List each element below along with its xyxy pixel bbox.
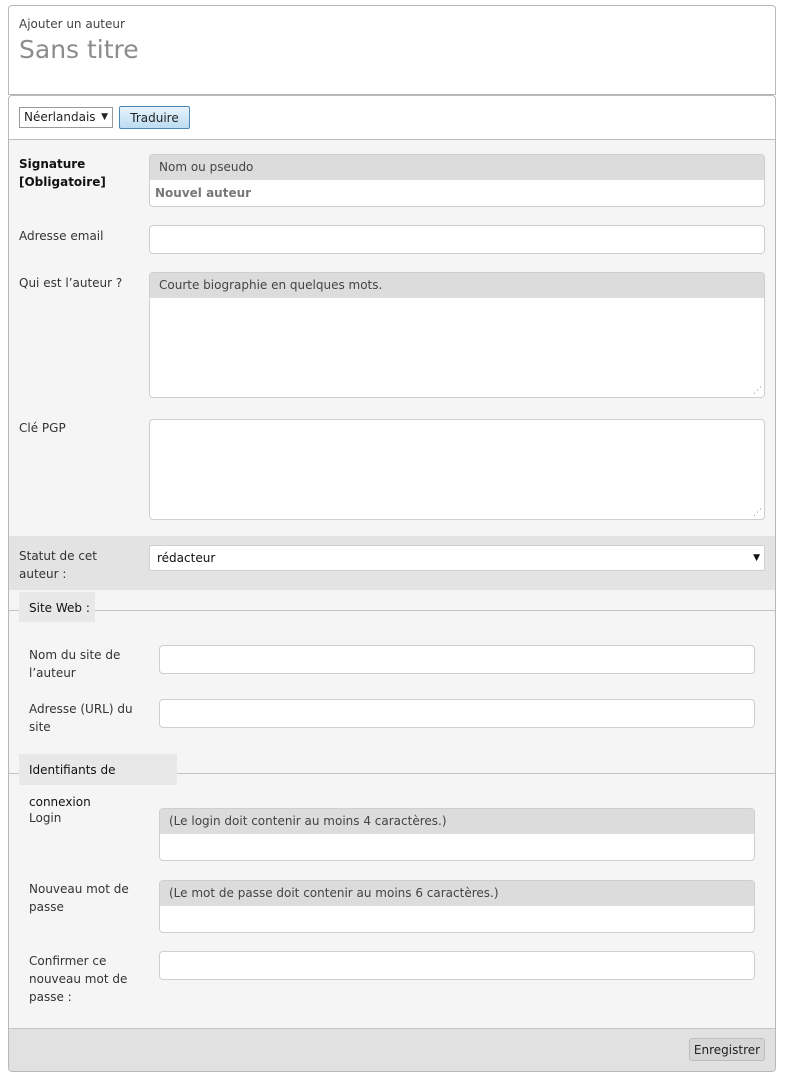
signature-placeholder: Nom ou pseudo [150,155,764,180]
page-title: Sans titre [19,35,139,64]
site-name-field[interactable] [159,645,755,674]
pgp-label: Clé PGP [19,421,66,435]
resize-handle-icon[interactable]: ⋰ [753,386,762,396]
confirm-password-label [29,952,127,1006]
login-field[interactable] [159,808,755,861]
bio-label: Qui est l’auteur ? [19,276,123,290]
fieldset-divider [9,610,775,611]
language-select[interactable] [19,107,113,128]
site-url-field[interactable] [159,699,755,728]
signature-label-line1: Signature [19,157,86,171]
save-button[interactable]: Enregistrer [689,1038,765,1061]
translate-button[interactable]: Traduire [119,106,190,129]
password-label [29,880,129,916]
chevron-down-icon: ▼ [101,112,108,122]
login-legend: Identifiants de connexion [19,754,177,785]
language-select-value: Néerlandais [24,110,96,124]
bio-textarea[interactable] [149,272,765,398]
status-select[interactable] [149,545,765,571]
site-name-label-line2: l’auteur [29,666,76,680]
password-field[interactable] [159,880,755,933]
author-form [8,95,776,1072]
form-footer [9,1028,775,1072]
status-label [19,547,97,583]
site-url-label-line1: Adresse (URL) du [29,702,133,716]
site-name-label-line1: Nom du site de [29,648,121,662]
page-header [8,5,776,95]
chevron-down-icon: ▼ [753,553,760,563]
site-url-label [29,700,133,736]
email-label: Adresse email [19,229,104,243]
signature-label-line2: [Obligatoire] [19,175,106,189]
password-label-line1: Nouveau mot de [29,882,129,896]
site-url-label-line2: site [29,720,51,734]
status-label-line2: auteur : [19,567,67,581]
language-bar [9,96,775,140]
page-subtitle: Ajouter un auteur [19,17,125,31]
pgp-textarea[interactable] [149,419,765,520]
login-label: Login [29,811,62,825]
website-legend: Site Web : [19,592,95,622]
email-field[interactable] [149,225,765,254]
signature-field[interactable] [149,154,765,207]
signature-value: Nouvel auteur [155,186,252,200]
resize-handle-icon[interactable]: ⋰ [753,508,762,518]
confirm-label-line2: nouveau mot de [29,972,128,986]
signature-label [19,155,106,191]
login-placeholder: (Le login doit contenir au moins 4 caractères.) [160,809,754,834]
site-name-label [29,646,120,682]
confirm-password-field[interactable] [159,951,755,980]
confirm-label-line3: passe : [29,990,72,1004]
status-label-line1: Statut de cet [19,549,98,563]
bio-placeholder: Courte biographie en quelques mots. [150,273,764,298]
password-label-line2: passe [29,900,64,914]
confirm-label-line1: Confirmer ce [29,954,107,968]
password-placeholder: (Le mot de passe doit contenir au moins 6 caractères.) [160,881,754,906]
status-select-value: rédacteur [157,551,216,565]
